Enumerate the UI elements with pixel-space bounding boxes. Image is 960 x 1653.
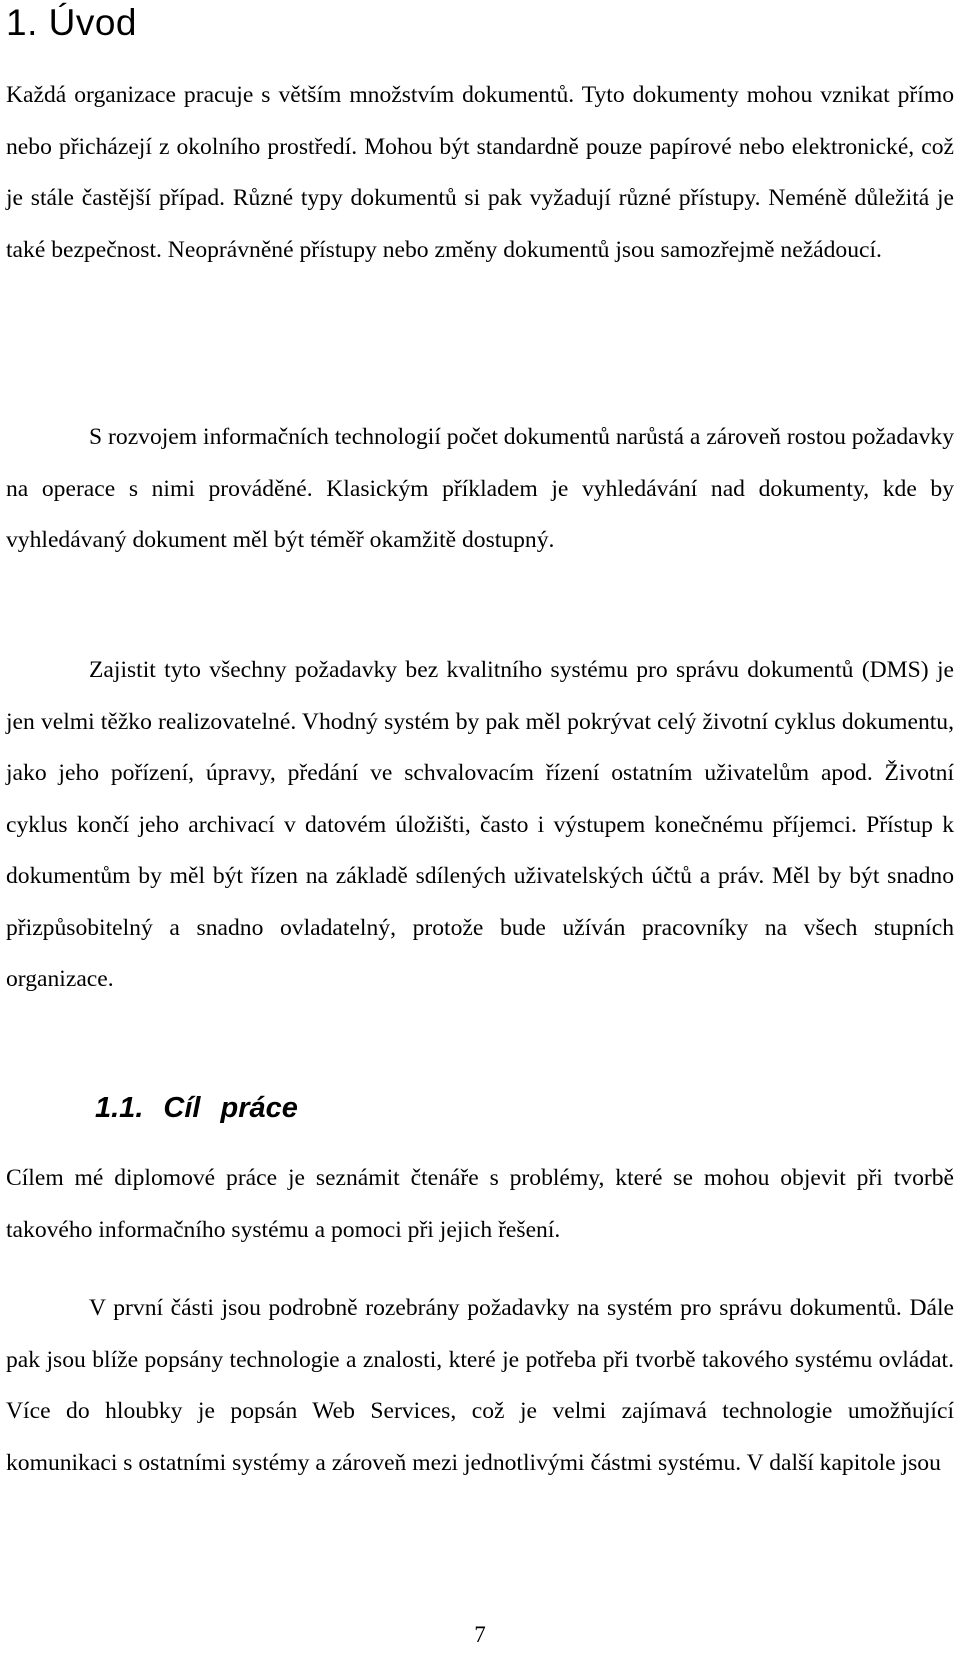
section-heading: 1.1. Cíl práce xyxy=(95,1092,298,1124)
paragraph-technology: S rozvojem informačních technologií počet dokumentů narůstá a zároveň rostou požadavky na operace s nimi prováděné. Klasickým příkladem je vyhledávání nad dokumenty, kde by vyhledávaný dokument měl být téměř okamžitě dostupný. xyxy=(6,424,954,553)
chapter-heading: 1. Úvod xyxy=(6,2,138,43)
paragraph-intro: Každá organizace pracuje s větším množstvím dokumentů. Tyto dokumenty mohou vznikat přímo nebo přicházejí z okolního prostředí. Mohou být standardně pouze papírové nebo elektronické, což je stále častější případ. Různé typy dokumentů si pak vyžadují různé přístupy. Neméně důležitá je také bezpečnost. Neoprávněné přístupy nebo změny dokumentů jsou samozřejmě nežádoucí. xyxy=(6,82,954,263)
paragraph-outline: V první části jsou podrobně rozebrány požadavky na systém pro správu dokumentů. Dále pak jsou blíže popsány technologie a znalosti, které je potřeba při tvorbě takového systému ovládat. Více do hloubky je popsán Web Services, což je velmi zajímavá technologie umožňující komunikaci s ostatními systémy a zároveň mezi jednotlivými částmi systému. V další kapitole jsou xyxy=(6,1295,954,1476)
paragraph-goal: Cílem mé diplomové práce je seznámit čtenáře s problémy, které se mohou objevit při tvorbě takového informačního systému a pomoci při jejich řešení. xyxy=(6,1165,954,1243)
paragraph-dms: Zajistit tyto všechny požadavky bez kvalitního systému pro správu dokumentů (DMS) je jen velmi těžko realizovatelné. Vhodný systém by pak měl pokrývat celý životní cyklus dokumentu, jako jeho pořízení, úpravy, předání ve schvalovacím řízení ostatním uživatelům apod. Životní cyklus končí jeho archivací v datovém úložišti, často i výstupem konečnému příjemci. Přístup k dokumentům by měl být řízen na základě sdílených uživatelských účtů a práv. Měl by být snadno přizpůsobitelný a snadno ovladatelný, protože bude užíván pracovníky na všech stupních organizace. xyxy=(6,657,954,992)
page-number: 7 xyxy=(474,1622,486,1647)
